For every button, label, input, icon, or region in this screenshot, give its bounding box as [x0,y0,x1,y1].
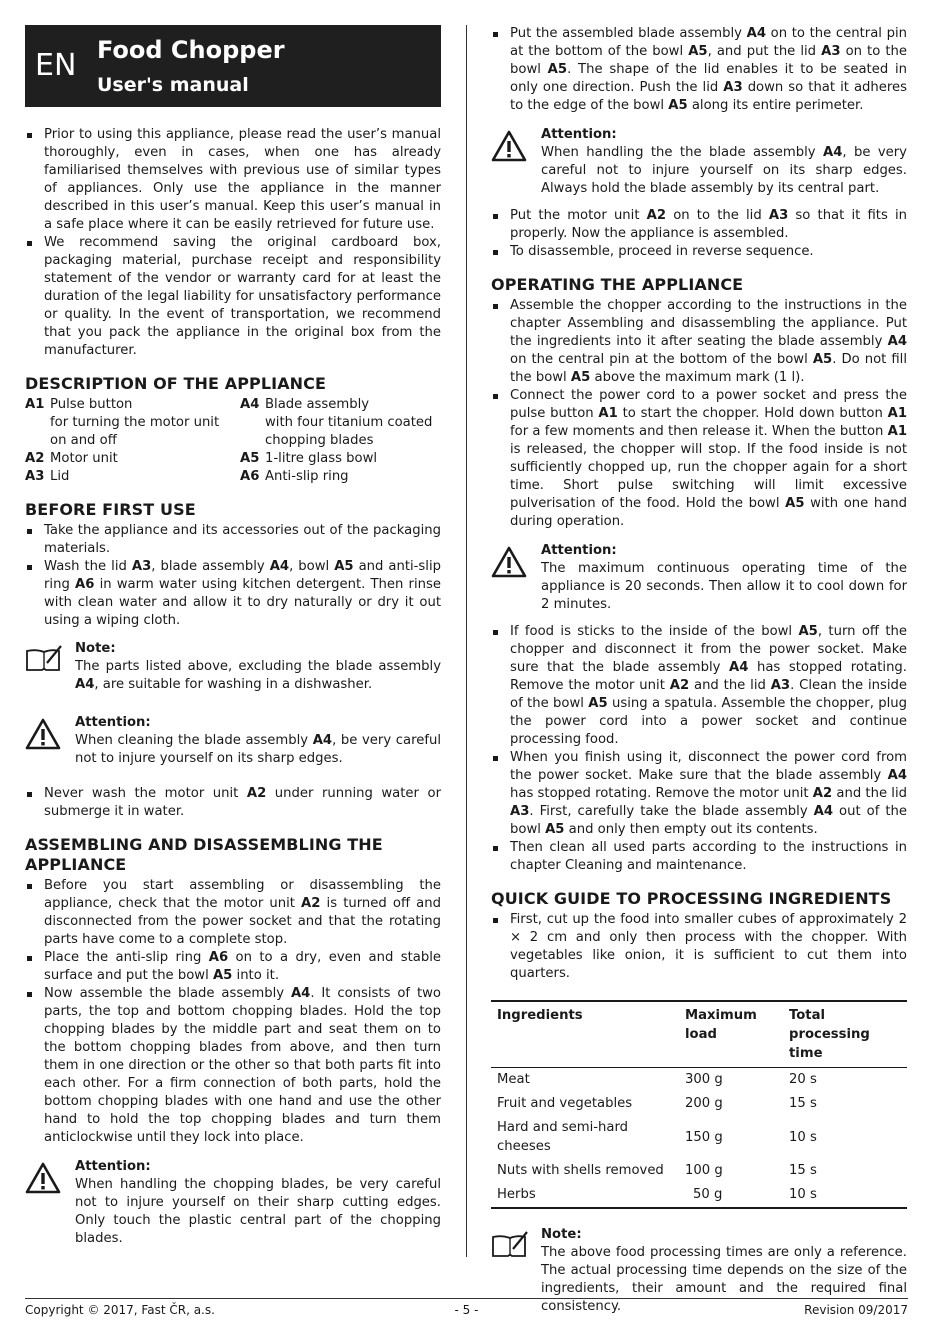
list-item: Now assemble the blade assembly A4. It consists of two parts, the top and bottom chopping blades. Hold the top chopping blades by the middle part and seat them on to the bottom chopping blades from above, and then turn them in one direction or the other so that both parts fit into each other. For a firm connection of both parts, hold the bottom chopping blades with one hand and use the other hand to hold the top chopping blades and turn them anticlockwise until they lock into place. [25,985,441,1147]
attention-text: The maximum continuous operating time of the appliance is 20 seconds. Then allow it to cool down for 2 minutes. [541,561,907,612]
table-row [491,1159,907,1183]
operating-list-2 [491,623,907,875]
part-code [25,414,50,432]
table-cell: 10 s [789,1129,817,1145]
table-cell: 10 s [789,1187,817,1202]
intro-list [25,126,441,360]
warning-icon [25,1162,61,1200]
attention-callout [491,126,907,198]
section-heading: BEFORE FIRST USE [25,500,196,519]
table-row [491,1116,907,1159]
column-header: Total processing time [789,1008,870,1061]
table-cell: 150 g [685,1129,723,1145]
parts-list-right [240,396,441,486]
table-cell: 200 g [685,1096,723,1111]
table-cell: Nuts with shells removed [497,1163,664,1178]
before-use-list [25,522,441,630]
page-footer [25,1298,908,1317]
part-text: 1-litre glass bowl [265,451,378,466]
attention-callout [25,714,441,768]
part-item [240,468,441,486]
attention-callout [25,1158,441,1248]
part-text: Anti-slip ring [265,469,349,484]
section-heading: OPERATING THE APPLIANCE [491,275,744,294]
list-item: Put the assembled blade assembly A4 on to the central pin at the bottom of the bowl A5, and put the lid A3 on to the bowl A5. The shape of the lid enables it to be seated in only one direction. Push the lid A3 down so that it adheres to the edge of the bowl A5 along its entire perimeter. [491,25,907,115]
part-item [240,432,441,450]
assembly-list-cont [491,25,907,115]
list-item: Then clean all used parts according to the instructions in chapter Cleaning and maintenance. [491,839,907,875]
processing-table [491,1000,907,1209]
warning-icon [25,718,61,756]
table-cell: 15 s [789,1096,817,1111]
part-item [240,414,441,432]
part-text: Motor unit [50,451,118,466]
part-item [240,450,441,468]
list-item: When you finish using it, disconnect the power cord from the power socket. Make sure that the blade assembly A4 has stopped rotating. Remove the motor unit A2 and the lid A3. First, carefully take the blade assembly A4 out of the bowl A5 and only then empty out its contents. [491,749,907,839]
attention-text: When cleaning the blade assembly A4, be very careful not to injure yourself on its sharp edges. [75,733,441,766]
part-text: Lid [50,469,70,484]
table-row [491,1183,907,1208]
part-text: Pulse button [50,397,133,412]
part-code: A5 [240,451,260,466]
part-item [25,468,240,486]
attention-title: Attention: [75,1159,151,1174]
part-text: with four titanium coated [265,415,433,430]
column-divider [466,25,467,1257]
warning-icon [491,546,527,584]
list-item: Connect the power cord to a power socket and press the pulse button A1 to start the chopper. Hold down button A1 for a few moments and then release it. When the button A1 is released, the chopper will stop. If the food inside is not sufficiently chopped up, run the chopper again for a short time. Short pulse switching will limit excessive pulverisation of the food. Hold the bowl A5 with one hand during operation. [491,387,907,531]
part-code [240,414,265,432]
assembling-list [25,877,441,1147]
note-callout [25,640,441,694]
revision: Revision 09/2017 [804,1303,908,1317]
part-code: A4 [240,397,260,412]
parts-list-left [25,396,240,486]
list-item: First, cut up the food into smaller cubes of approximately 2 × 2 cm and only then process with the chopper. With vegetables like onion, it is sufficient to cut them into quarters. [491,911,907,983]
part-item [240,396,441,414]
part-item [25,396,240,414]
note-title: Note: [541,1227,582,1242]
attention-text: When handling the chopping blades, be very careful not to injure yourself on their sharp cutting edges. Only touch the plastic central part of the chopping blades. [75,1177,441,1246]
note-text: The above food processing times are only a reference. The actual processing time depends on the size of the ingredients, their amount and the required final consistency. [541,1245,907,1314]
page-number: - 5 - [454,1303,479,1317]
list-item: Never wash the motor unit A2 under running water or submerge it in water. [25,785,441,821]
table-cell: Herbs [497,1187,536,1202]
list-item: To disassemble, proceed in reverse sequence. [491,243,907,261]
note-text: The parts listed above, excluding the blade assembly A4, are suitable for washing in a dishwasher. [75,659,441,692]
title-banner [25,25,441,107]
note-icon [25,644,63,680]
note-title: Note: [75,641,116,656]
table-cell: Fruit and vegetables [497,1096,633,1111]
language-code: EN [35,48,77,83]
part-code: A6 [240,469,260,484]
list-item: Assemble the chopper according to the instructions in the chapter Assembling and disassembling the appliance. Put the ingredients into it after seating the blade assembly A4 on the central pin at the bottom of the bowl A5. Do not fill the bowl A5 above the maximum mark (1 l). [491,297,907,387]
table-row [491,1092,907,1116]
part-item [25,414,240,432]
right-column [491,25,907,1316]
list-item: Wash the lid A3, blade assembly A4, bowl A5 and anti-slip ring A6 in warm water using kitchen detergent. Then rinse with clean water and allow it to dry naturally or dry it out using a wiping cloth. [25,558,441,630]
column-header: Ingredients [497,1008,583,1023]
before-use-list-2 [25,785,441,821]
table-cell: Meat [497,1072,530,1087]
table-cell: Hard and semi-hard cheeses [497,1120,629,1154]
list-item: Put the motor unit A2 on to the lid A3 so that it fits in properly. Now the appliance is assembled. [491,207,907,243]
warning-icon [491,130,527,168]
part-text: on and off [50,433,117,448]
part-code: A3 [25,469,45,484]
table-cell: 50 g [693,1187,723,1202]
list-item: Take the appliance and its accessories out of the packaging materials. [25,522,441,558]
left-column [25,25,441,1248]
list-item: Before you start assembling or disassembling the appliance, check that the motor unit A2 is turned off and disconnected from the power socket and that the rotating parts have come to a complete stop. [25,877,441,949]
attention-title: Attention: [541,543,617,558]
attention-text: When handling the the blade assembly A4, be very careful not to injure yourself on its sharp edges. Always hold the blade assembly by its central part. [541,145,907,196]
section-heading: DESCRIPTION OF THE APPLIANCE [25,374,327,393]
list-item: We recommend saving the original cardboard box, packaging material, purchase receipt and responsibility statement of the vendor or warranty card for at least the duration of the legal liability for unsatisfactory performance or quality. In the event of transportation, we recommend that you pack the appliance in the original box from the manufacturer. [25,234,441,360]
list-item: If food is sticks to the inside of the bowl A5, turn off the chopper and disconnect it from the power socket. Make sure that the blade assembly A4 has stopped rotating. Remove the motor unit A2 and the lid A3. Clean the inside of the bowl A5 using a spatula. Assemble the chopper, plug the power cord into a power socket and continue processing food. [491,623,907,749]
attention-title: Attention: [541,127,617,142]
table-cell: 100 g [685,1163,723,1178]
manual-subtitle: User's manual [97,74,249,96]
part-item [25,432,240,450]
part-text: for turning the motor unit [50,415,220,430]
parts-list [25,396,441,486]
section-heading: QUICK GUIDE TO PROCESSING INGREDIENTS [491,889,892,908]
copyright: Copyright © 2017, Fast ČR, a.s. [25,1303,215,1317]
operating-list [491,297,907,531]
part-code [25,432,50,450]
manual-title: Food Chopper [97,36,285,64]
part-code: A1 [25,397,45,412]
list-item: Prior to using this appliance, please read the user’s manual thoroughly, even in cases, when one has already familiarised themselves with previous use of similar types of appliances. Only use the appliance in the manner described in this user’s manual. Keep this user’s manual in a safe place where it can be easily retrieved for future use. [25,126,441,234]
part-text: chopping blades [265,433,374,448]
note-icon [491,1230,529,1266]
table-row [491,1068,907,1093]
section-heading: ASSEMBLING AND DISASSEMBLING THE APPLIANCE [25,835,383,874]
table-cell: 20 s [789,1072,817,1087]
attention-callout [491,542,907,614]
part-code [240,432,265,450]
list-item: Place the anti-slip ring A6 on to a dry, even and stable surface and put the bowl A5 into it. [25,949,441,985]
assembly-list-cont-2 [491,207,907,261]
column-header: Maximum load [685,1008,757,1042]
attention-title: Attention: [75,715,151,730]
part-text: Blade assembly [265,397,370,412]
quick-guide-list [491,911,907,983]
table-header-row [491,1001,907,1068]
part-code: A2 [25,451,45,466]
part-item [25,450,240,468]
table-cell: 15 s [789,1163,817,1178]
table-cell: 300 g [685,1072,723,1087]
